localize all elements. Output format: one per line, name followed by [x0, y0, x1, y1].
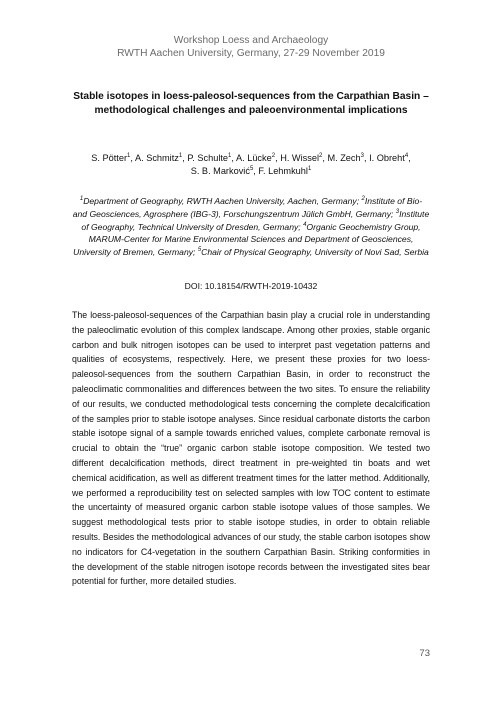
affiliation: $^2$Institute of Bio- and Geosciences, Agrosphere (IBG-3), Forschungszentrum Jülich GmbH, Germany; [72, 196, 423, 219]
author: A. Lücke$^2$ [235, 152, 276, 163]
author-line-1: S. Pötter$^1$, A. Schmitz$^1$, P. Schulte$^1$, A. Lücke$^2$, H. Wissel$^2$, M. Zech$^3$, I. Obreht$^4$, [91, 152, 411, 163]
author-line-2: S. B. Marković$^5$, F. Lehmkuhl$^1$ [190, 165, 312, 176]
author: M. Zech$^3$ [327, 152, 364, 163]
author: F. Lehmkuhl$^1$ [258, 165, 312, 176]
paper-title: Stable isotopes in loess-paleosol-sequences from the Carpathian Basin – methodological challenges and paleoenvironmental implications [73, 91, 429, 116]
affiliation: $^4$Organic Geochemistry Group, MARUM-Center for Marine Environmental Sciences and Department of Geosciences, University of Bremen, Germany; [73, 221, 421, 258]
author: S. Pötter$^1$ [91, 152, 131, 163]
conference-venue-date: RWTH Aachen University, Germany, 27-29 November 2019 [117, 48, 385, 59]
affiliation: $^1$Department of Geography, RWTH Aachen University, Aachen, Germany; [79, 196, 362, 206]
affiliation: $^3$Institute of Geography, Technical University of Dresden, Germany; [81, 208, 430, 232]
doi: DOI: 10.18154/RWTH-2019-10432 [184, 281, 318, 291]
conference-header [0, 34, 502, 60]
author: P. Schulte$^1$ [187, 152, 232, 163]
affiliations [72, 195, 430, 259]
author: I. Obreht$^4$ [369, 152, 409, 163]
conference-name: Workshop Loess and Archaeology [173, 35, 329, 46]
author-list [50, 152, 452, 178]
page-number: 73 [419, 648, 430, 659]
author: S. B. Marković$^5$ [190, 165, 254, 176]
affiliation: $^5$Chair of Physical Geography, University of Novi Sad, Serbia [197, 247, 429, 258]
author: A. Schmitz$^1$ [134, 152, 183, 163]
author: H. Wissel$^2$ [280, 152, 323, 163]
abstract-text: The loess-paleosol-sequences of the Carpathian basin play a crucial role in understanding the paleoclimatic evolution of this complex landscape. Among other proxies, stable organic carbon and bulk nitrogen isotopes can be used to interpret past vegetation patterns and qualities of ecosystems, respectively. Here, we present these proxies for two loess-paleosol-sequences from the southern Carpathian Basin, in order to reconstruct the paleoclimatic commonalities and differences between the two sites. To ensure the reliability of our results, we conducted methodological tests concerning the complete decalcification of the samples prior to stable isotope analyses. Since residual carbonate distorts the carbon stable isotope signal of a sample towards enriched values, complete carbonate removal is crucial to obtain the “true” organic carbon stable isotope composition. We tested two different decalcification methods, direct treatment in pre-weighted tin boats and wet chemical acidification, as well as different treatment times for the latter method. Additionally, we performed a reproducibility test on selected samples with low TOC content to estimate the uncertainty of measured organic carbon stable isotope values of those samples. We suggest methodological tests prior to stable isotope studies, in order to obtain reliable results. Besides the methodological advances of our study, the stable carbon isotopes show no indicators for C4-vegetation in the southern Carpathian Basin. Striking conformities in the development of the stable nitrogen isotope records between the investigated sites bear potential for further, more detailed studies. [72, 310, 430, 587]
